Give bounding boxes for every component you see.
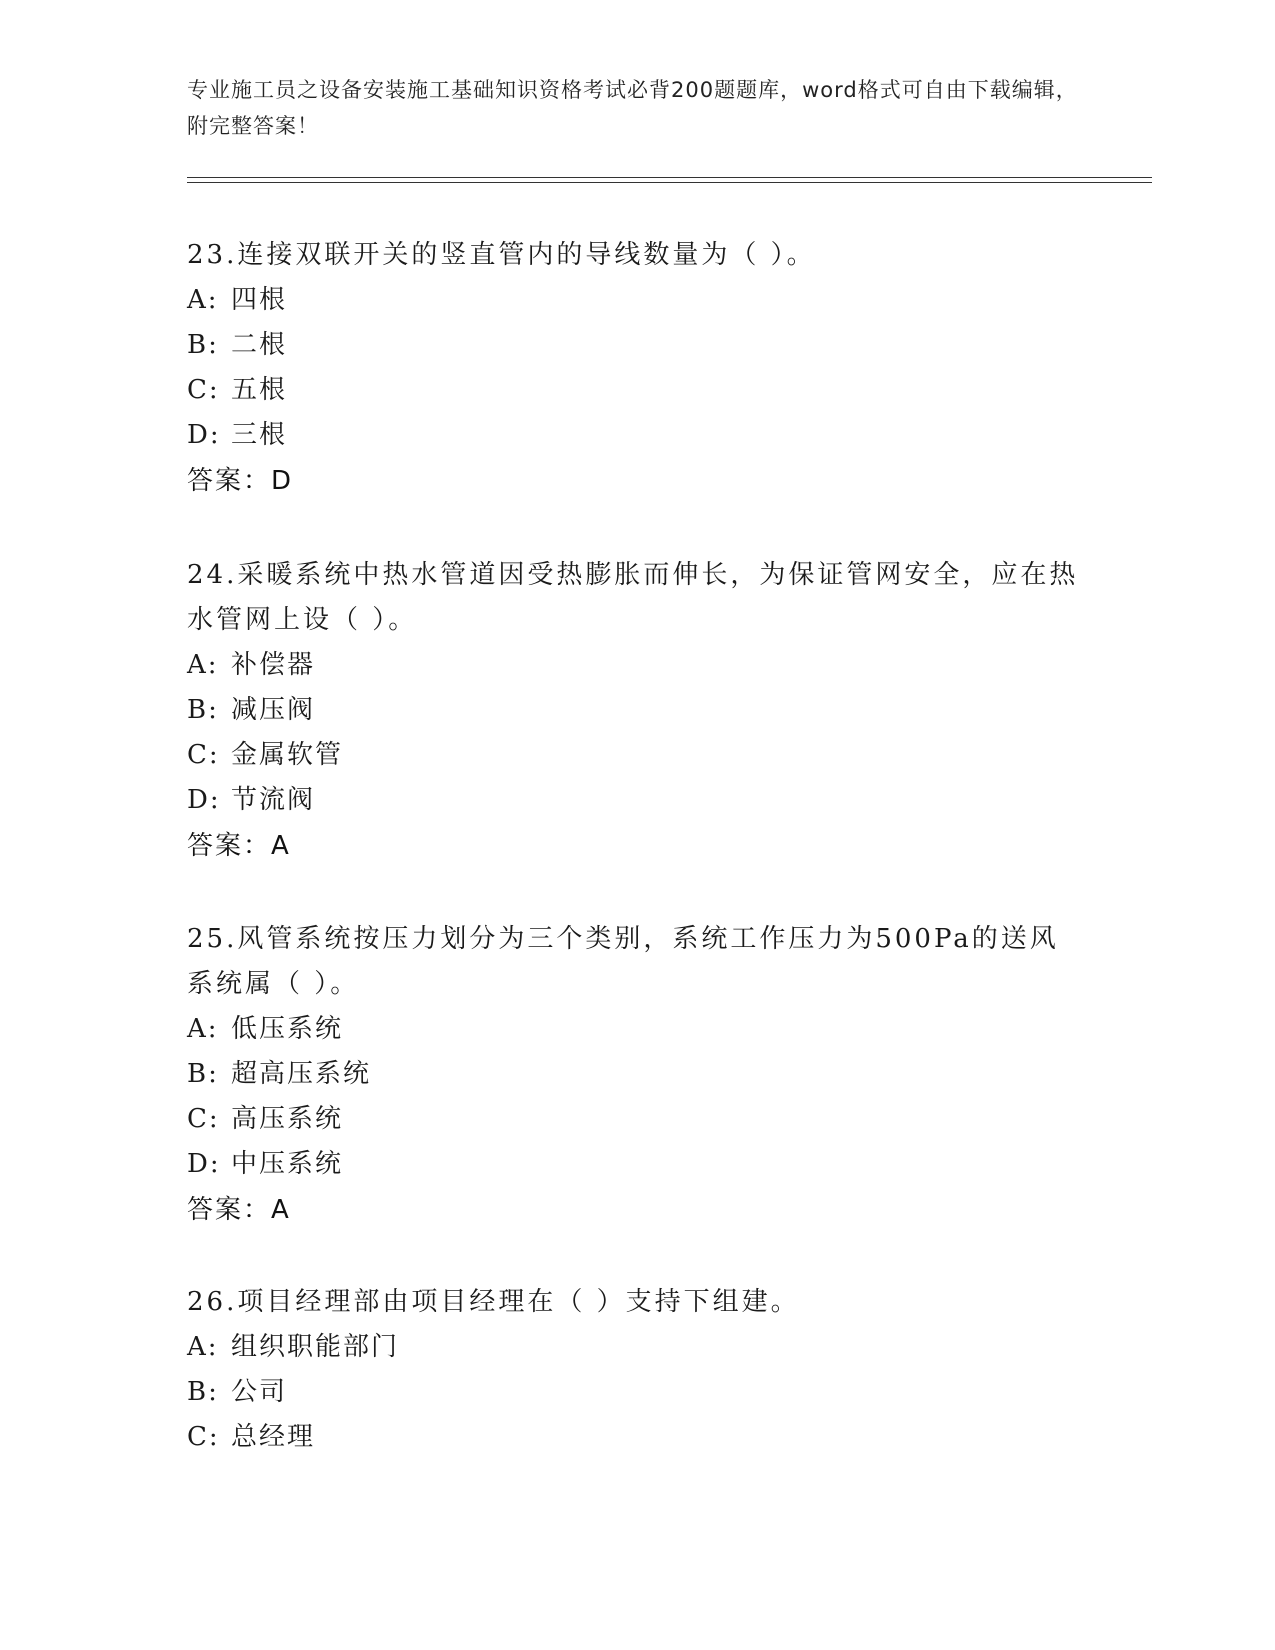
option-letter: D: <box>187 420 221 450</box>
question-stem: 24.采暖系统中热水管道因受热膨胀而伸长，为保证管网安全，应在热水管网上设（ ）。 <box>187 560 1079 635</box>
option-a <box>187 643 1087 688</box>
document-header: 专业施工员之设备安装施工基础知识资格考试必背200题题库，word格式可自由下载编辑，附完整答案！ <box>187 78 1078 138</box>
option-a <box>187 278 1087 323</box>
option-a <box>187 1325 1087 1370</box>
option-letter: D: <box>187 785 221 815</box>
answer-line: 答案：A <box>187 1195 291 1225</box>
option-letter: C: <box>187 375 220 405</box>
option-letter: B: <box>187 1059 219 1089</box>
option-c <box>187 1097 1087 1142</box>
option-text: 组织职能部门 <box>231 1332 400 1362</box>
answer-line: 答案：A <box>187 831 291 861</box>
option-d <box>187 1142 1087 1187</box>
option-c <box>187 733 1087 778</box>
option-b <box>187 323 1087 368</box>
option-text: 减压阀 <box>231 695 316 725</box>
option-c <box>187 368 1087 413</box>
option-d <box>187 778 1087 823</box>
question-stem: 26.项目经理部由项目经理在（ ）支持下组建。 <box>187 1287 800 1317</box>
option-c <box>187 1415 1087 1460</box>
option-b <box>187 688 1087 733</box>
option-text: 补偿器 <box>231 650 316 680</box>
option-letter: C: <box>187 1104 220 1134</box>
option-text: 中压系统 <box>231 1149 344 1179</box>
question-24 <box>187 553 1087 869</box>
option-text: 节流阀 <box>231 785 316 815</box>
option-a <box>187 1007 1087 1052</box>
option-b <box>187 1370 1087 1415</box>
option-text: 高压系统 <box>231 1104 344 1134</box>
option-letter: C: <box>187 1422 220 1452</box>
option-letter: B: <box>187 695 219 725</box>
option-letter: A: <box>187 1332 219 1362</box>
option-letter: A: <box>187 650 219 680</box>
header-divider-top <box>187 177 1152 178</box>
question-stem: 25.风管系统按压力划分为三个类别，系统工作压力为500Pa的送风系统属（ ）。 <box>187 924 1059 999</box>
option-text: 总经理 <box>231 1422 316 1452</box>
option-text: 超高压系统 <box>231 1059 372 1089</box>
option-text: 三根 <box>231 420 288 450</box>
question-23 <box>187 233 1087 504</box>
header-divider-bottom <box>187 182 1152 183</box>
question-26 <box>187 1280 1087 1460</box>
option-letter: B: <box>187 330 219 360</box>
option-text: 金属软管 <box>231 740 344 770</box>
option-text: 二根 <box>231 330 288 360</box>
option-letter: A: <box>187 285 219 315</box>
answer-line: 答案：D <box>187 466 294 496</box>
option-letter: C: <box>187 740 220 770</box>
option-d <box>187 413 1087 458</box>
option-text: 低压系统 <box>231 1014 344 1044</box>
option-letter: D: <box>187 1149 221 1179</box>
question-stem: 23.连接双联开关的竖直管内的导线数量为（ ）。 <box>187 240 816 270</box>
option-b <box>187 1052 1087 1097</box>
option-text: 五根 <box>231 375 288 405</box>
question-25 <box>187 917 1087 1233</box>
option-text: 四根 <box>231 285 288 315</box>
option-letter: A: <box>187 1014 219 1044</box>
option-text: 公司 <box>231 1377 288 1407</box>
option-letter: B: <box>187 1377 219 1407</box>
